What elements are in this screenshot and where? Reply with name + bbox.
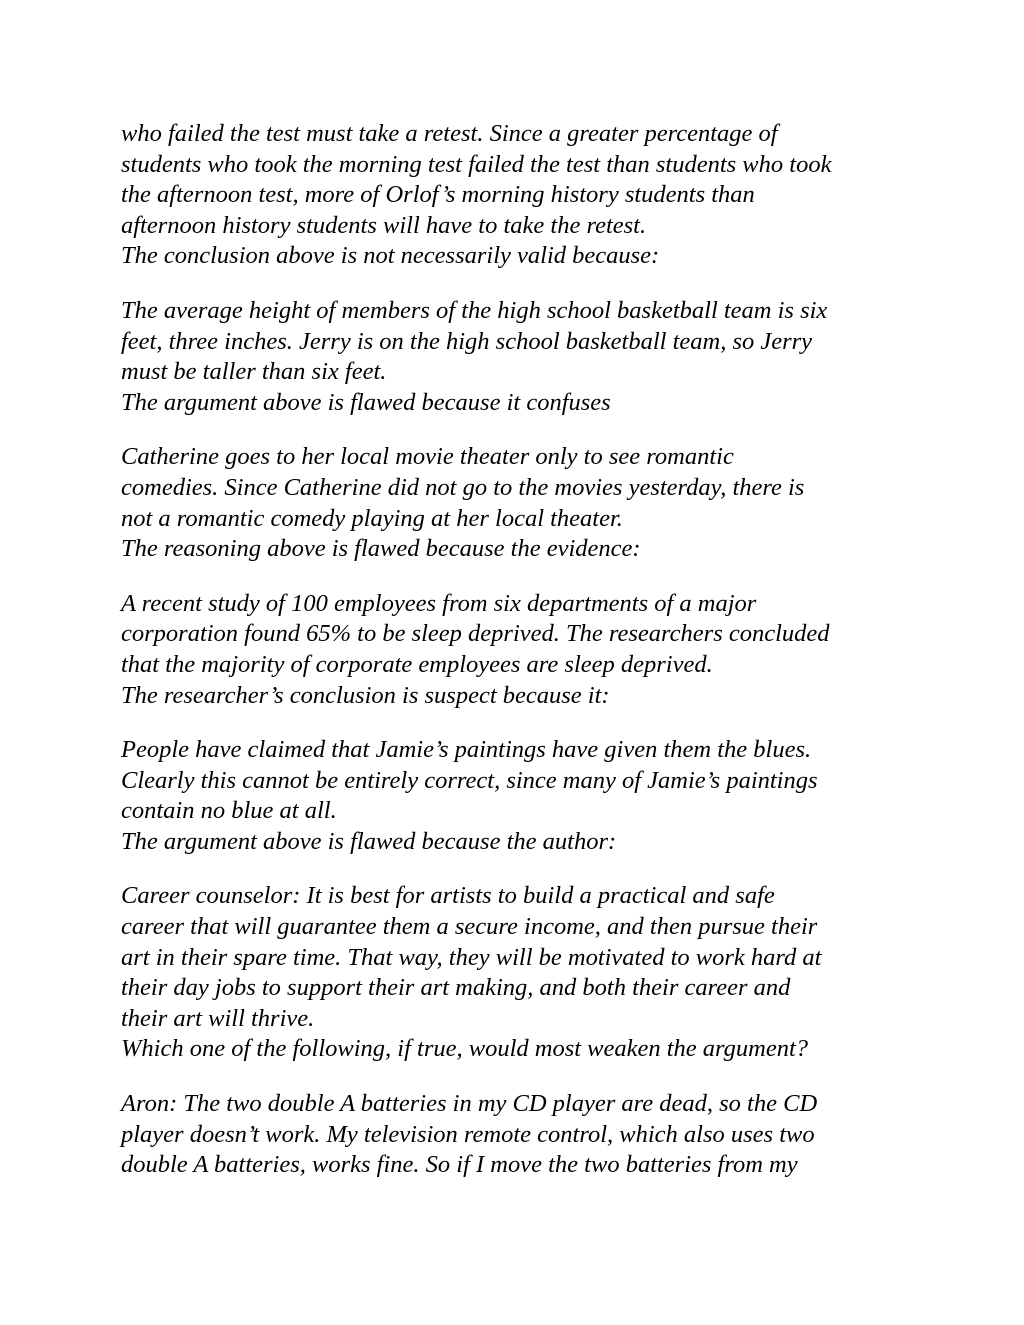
text-line: People have claimed that Jamie’s paintings have given them the blues. [121, 736, 812, 764]
text-line: feet, three inches. Jerry is on the high school basketball team, so Jerry [121, 327, 813, 355]
text-line: afternoon history students will have to take the retest. [121, 211, 647, 239]
paragraph-batteries-argument [121, 1089, 911, 1181]
paragraph-retest-argument [121, 119, 911, 272]
question-stem: The conclusion above is not necessarily valid because: [121, 242, 660, 270]
text-line: art in their spare time. That way, they will be motivated to work hard at [121, 943, 822, 971]
text-line: Career counselor: It is best for artists to build a practical and safe [121, 882, 775, 910]
paragraph-career-counselor-argument [121, 881, 911, 1065]
text-line: corporation found 65% to be sleep deprived. The researchers concluded [121, 620, 830, 648]
text-line: that the majority of corporate employees are sleep deprived. [121, 650, 713, 678]
text-line: double A batteries, works fine. So if I move the two batteries from my [121, 1151, 798, 1179]
text-line: contain no blue at all. [121, 797, 337, 825]
question-stem: The argument above is flawed because it confuses [121, 388, 611, 416]
question-stem: The researcher’s conclusion is suspect because it: [121, 681, 610, 709]
question-stem: The argument above is flawed because the author: [121, 827, 617, 855]
text-line: Aron: The two double A batteries in my CD player are dead, so the CD [121, 1090, 818, 1118]
paragraph-movie-argument [121, 442, 911, 564]
text-line: the afternoon test, more of Orlof’s morning history students than [121, 181, 755, 209]
text-line: player doesn’t work. My television remote control, which also uses two [121, 1120, 815, 1148]
text-line: must be taller than six feet. [121, 358, 387, 386]
text-line: students who took the morning test failed the test than students who took [121, 150, 832, 178]
text-line: Clearly this cannot be entirely correct, since many of Jamie’s paintings [121, 766, 818, 794]
question-stem: Which one of the following, if true, would most weaken the argument? [121, 1035, 809, 1063]
text-line: Catherine goes to her local movie theater only to see romantic [121, 443, 734, 471]
paragraph-sleep-study-argument [121, 589, 911, 711]
text-line: who failed the test must take a retest. Since a greater percentage of [121, 120, 778, 147]
text-line: The average height of members of the high school basketball team is six [121, 296, 828, 324]
text-line: their day jobs to support their art making, and both their career and [121, 974, 791, 1002]
paragraph-basketball-argument [121, 296, 911, 418]
paragraph-paintings-argument [121, 735, 911, 857]
text-line: their art will thrive. [121, 1004, 315, 1032]
document-page [121, 119, 911, 1205]
question-stem: The reasoning above is flawed because the evidence: [121, 535, 641, 563]
text-line: A recent study of 100 employees from six departments of a major [121, 589, 757, 617]
text-line: career that will guarantee them a secure income, and then pursue their [121, 913, 818, 941]
text-line: comedies. Since Catherine did not go to the movies yesterday, there is [121, 473, 805, 501]
text-line: not a romantic comedy playing at her local theater. [121, 504, 623, 532]
